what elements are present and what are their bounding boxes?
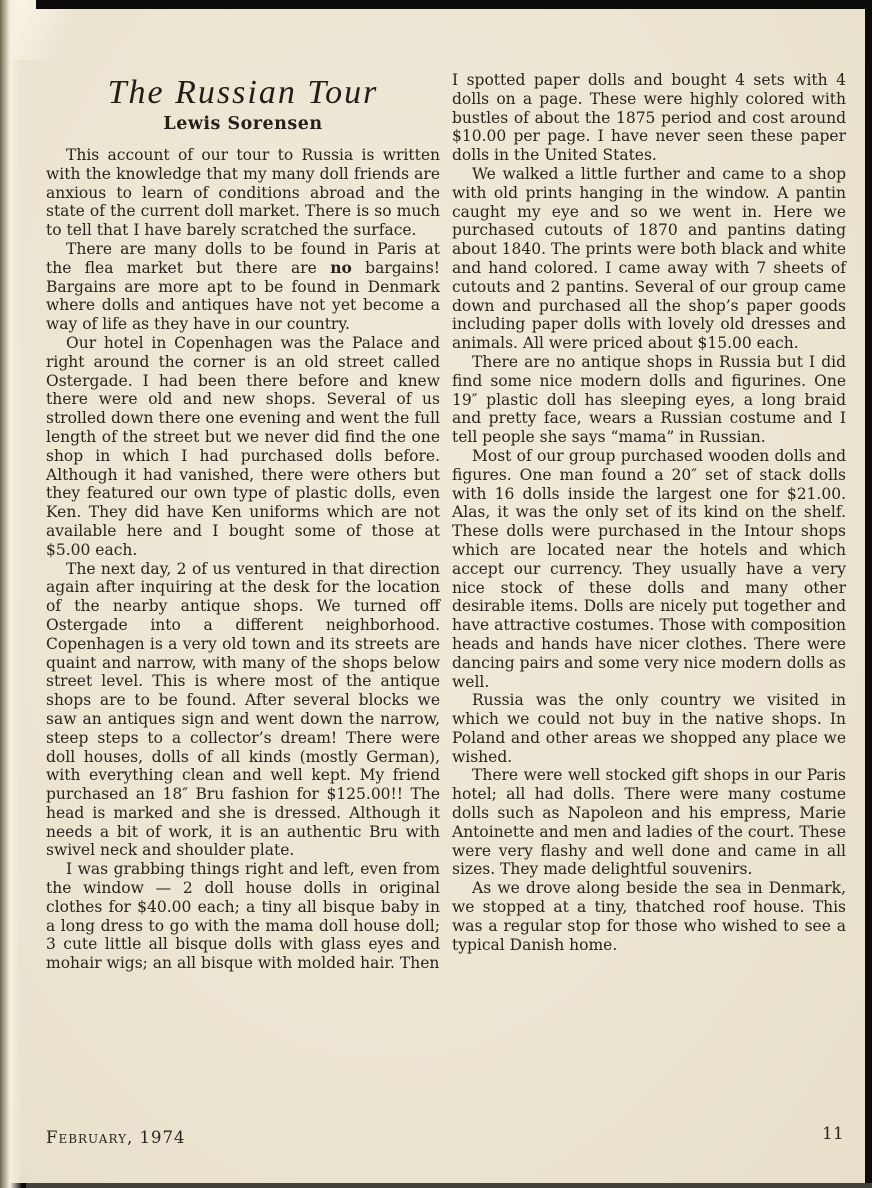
page-title: The Russian Tour bbox=[107, 74, 379, 111]
paragraph bbox=[46, 146, 440, 240]
body-text: bargains! Bargains are more apt to be found in Denmark where dolls and antiques have not yet become a way of life as they have in our country. bbox=[46, 258, 441, 334]
article-column-right bbox=[452, 71, 846, 954]
article-byline: Lewis Sorensen bbox=[163, 114, 323, 134]
paragraph bbox=[452, 165, 846, 353]
body-text: I was grabbing things right and left, even from the window — 2 doll house dolls in original clothes for $40.00 each; a tiny all bisque baby in a long dress to go with the mama doll house doll; 3 cute little all bisque dolls with glass eyes and mohair wigs; an all bisque with molded hair. Then bbox=[46, 860, 440, 973]
paragraph bbox=[452, 879, 846, 954]
article-header bbox=[46, 74, 440, 136]
body-text: We walked a little further and came to a shop with old prints hanging in the window. A pantin caught my eye and so we went in. Here we purchased cutouts of 1870 and pantins dating about 1840. The prints were both black and white and hand colored. I came away with 7 sheets of cutouts and 2 pantins. Several of our group came down and purchased all the shop’s paper goods including paper dolls with lovely old dresses and animals. All were priced about $15.00 each. bbox=[452, 164, 846, 353]
column-text bbox=[452, 71, 846, 954]
body-text: The next day, 2 of us ventured in that direction again after inquiring at the desk for the location of the nearby antique shops. We turned off Ostergade into a different neighborhood. Copenhagen is a very old town and its streets are quaint and narrow, with many of the shops below street level. This is where most of the antique shops are to be found. After several blocks we saw an antiques sign and went down the narrow, steep steps to a collector’s dream! There were doll houses, dolls of all kinds (mostly German), with everything clean and well kept. My friend purchased an 18″ Bru fashion for $125.00!! The head is marked and she is dressed. Although it needs a bit of work, it is an authentic Bru with swivel neck and shoulder plate. bbox=[46, 559, 440, 860]
paragraph bbox=[46, 240, 440, 334]
paragraph bbox=[46, 860, 440, 973]
body-text: Our hotel in Copenhagen was the Palace and right around the corner is an old street called Ostergade. I had been there before and knew there were old and new shops. Several of us strolled down there one evening and went the full length of the street but we never did find the one shop in which I had purchased dolls before. Although it had vanished, there were others but they featured our own type of plastic dolls, even Ken. They did have Ken uniforms which are not available here and I bought some of those at $5.00 each. bbox=[46, 333, 440, 559]
paragraph bbox=[452, 447, 846, 691]
paragraph bbox=[452, 353, 846, 447]
paragraph bbox=[46, 334, 440, 560]
body-text: Most of our group purchased wooden dolls and figures. One man found a 20″ set of stack dolls with 16 dolls inside the largest one for $21.00. Alas, it was the only set of its kind on the shelf. These dolls were purchased in the Intour shops which are located near the hotels and which accept our currency. They usually have a very nice stock of these dolls and many other desirable items. Dolls are nicely put together and have attractive costumes. Those with composition heads and hands have nicer clothes. There were dancing pairs and some very nice modern dolls as well. bbox=[452, 446, 846, 691]
body-text: There were well stocked gift shops in our Paris hotel; all had dolls. There were many costume dolls such as Napoleon and his empress, Marie Antoinette and men and ladies of the court. These were very flashy and well done and came in all sizes. They made delightful souvenirs. bbox=[452, 766, 846, 879]
scan-bottom-edge bbox=[26, 1183, 872, 1188]
article-column-left bbox=[46, 74, 440, 973]
footer-issue-date: February, 1974 bbox=[46, 1128, 186, 1147]
body-text: Russia was the only country we visited in which we could not buy in the native shops. In Poland and other areas we shopped any place we wished. bbox=[452, 691, 846, 766]
paragraph bbox=[46, 560, 440, 861]
body-text: As we drove along beside the sea in Denmark, we stopped at a tiny, thatched roof house. This was a regular stop for those who wished to see a typical Danish home. bbox=[452, 879, 846, 954]
scan-top-edge bbox=[36, 0, 872, 9]
paragraph bbox=[452, 71, 846, 165]
column-text bbox=[46, 146, 440, 973]
page-number: 11 bbox=[822, 1124, 844, 1144]
scan-left-edge-shadow bbox=[0, 0, 22, 1188]
body-text: There are no antique shops in Russia but I did find some nice modern dolls and figurines. One 19″ plastic doll has sleeping eyes, a long braid and pretty face, wears a Russian costume and I tell people she says “mama” in Russian. bbox=[452, 352, 846, 447]
body-text: There are many dolls to be found in Paris at the flea market but there are bbox=[46, 239, 440, 277]
paragraph bbox=[452, 691, 846, 766]
body-text: I spotted paper dolls and bought 4 sets with 4 dolls on a page. These were highly colored with bustles of about the 1875 period and cost around $10.00 per page. I have never seen these paper dolls in the United States. bbox=[452, 71, 846, 165]
body-text: This account of our tour to Russia is written with the knowledge that my many doll friends are anxious to learn of conditions abroad and the state of the current doll market. There is so much to tell that I have barely scratched the surface. bbox=[46, 146, 440, 240]
scan-right-edge bbox=[865, 0, 872, 1188]
bold-text: no bbox=[330, 257, 352, 277]
paragraph bbox=[452, 766, 846, 879]
